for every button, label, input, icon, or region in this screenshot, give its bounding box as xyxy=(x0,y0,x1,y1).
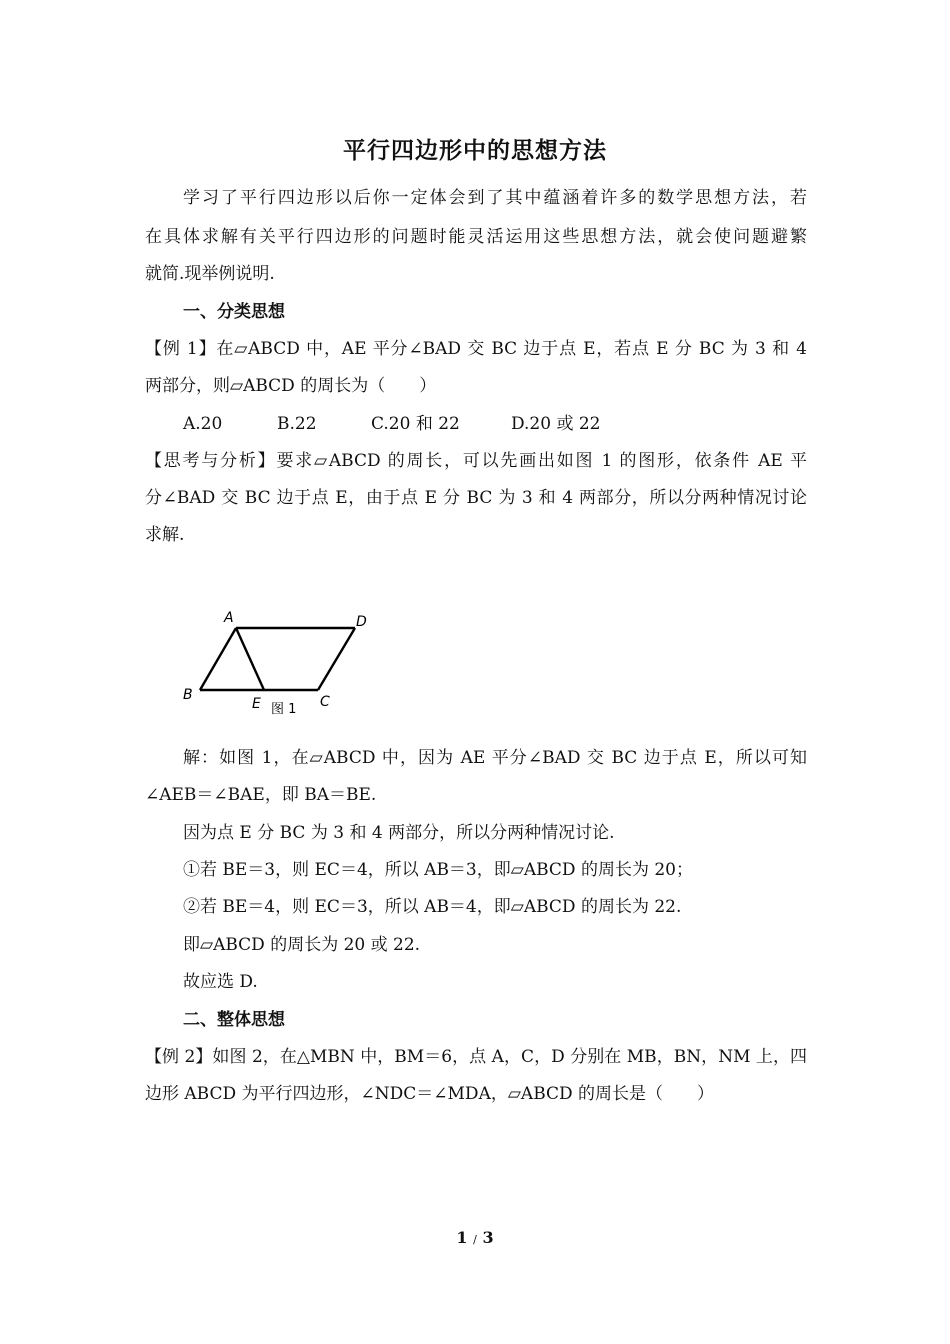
label-d: D xyxy=(356,614,367,630)
intro-line-3: 就简.现举例说明. xyxy=(145,264,275,284)
figure-1-caption: 图 1 xyxy=(271,702,297,717)
option-c: C.20 和 22 xyxy=(371,414,460,434)
analysis-line-1: 【思考与分析】要求▱ABCD 的周长，可以先画出如图 1 的图形，依条件 AE 平 xyxy=(145,451,807,471)
section2-heading: 二、整体思想 xyxy=(183,1010,285,1030)
option-b: B.22 xyxy=(277,414,317,434)
example2-line-1: 【例 2】如图 2，在△MBN 中，BM＝6，点 A，C，D 分别在 MB，BN，NM 上，四 xyxy=(145,1047,807,1067)
current-page: 1 xyxy=(456,1228,468,1247)
label-b: B xyxy=(183,687,193,703)
option-d: D.20 或 22 xyxy=(511,414,601,434)
solution-line-4: ①若 BE＝3，则 EC＝4，所以 AB＝3，即▱ABCD 的周长为 20； xyxy=(183,860,693,880)
edge-ab xyxy=(200,628,236,690)
label-a: A xyxy=(224,610,234,626)
analysis-line-2: 分∠BAD 交 BC 边于点 E，由于点 E 分 BC 为 3 和 4 两部分，所以分两种情况讨论 xyxy=(145,488,807,508)
solution-line-1: 解：如图 1，在▱ABCD 中，因为 AE 平分∠BAD 交 BC 边于点 E，所以可知 xyxy=(183,748,807,768)
solution-line-3: 因为点 E 分 BC 为 3 和 4 两部分，所以分两种情况讨论. xyxy=(183,823,615,843)
example2-line-2: 边形 ABCD 为平行四边形，∠NDC＝∠MDA，▱ABCD 的周长是（ ） xyxy=(145,1084,715,1104)
solution-line-6: 即▱ABCD 的周长为 20 或 22. xyxy=(183,935,421,955)
label-c: C xyxy=(320,694,330,710)
solution-line-5: ②若 BE＝4，则 EC＝3，所以 AB＝4，即▱ABCD 的周长为 22. xyxy=(183,897,682,917)
label-e: E xyxy=(252,696,261,712)
option-a: A.20 xyxy=(183,414,223,434)
intro-line-2: 在具体求解有关平行四边形的问题时能灵活运用这些思想方法，就会使问题避繁 xyxy=(145,227,807,247)
section1-heading: 一、分类思想 xyxy=(183,302,285,322)
page-number xyxy=(0,1228,950,1247)
page-separator: / xyxy=(473,1233,477,1246)
intro-line-1: 学习了平行四边形以后你一定体会到了其中蕴涵着许多的数学思想方法，若 xyxy=(183,188,807,208)
example1-line-1: 【例 1】在▱ABCD 中，AE 平分∠BAD 交 BC 边于点 E，若点 E 分 BC 为 3 和 4 xyxy=(145,339,807,359)
analysis-line-3: 求解. xyxy=(145,525,185,545)
segment-ae xyxy=(236,628,264,690)
page-title: 平行四边形中的思想方法 xyxy=(343,137,607,164)
figure-1-parallelogram xyxy=(178,603,378,721)
solution-line-2: ∠AEB＝∠BAE，即 BA＝BE. xyxy=(145,785,377,805)
example1-line-2: 两部分，则▱ABCD 的周长为（ ） xyxy=(145,376,437,396)
example1-options xyxy=(183,412,807,436)
total-pages: 3 xyxy=(482,1228,494,1247)
solution-line-7: 故应选 D. xyxy=(183,972,258,992)
edge-cd xyxy=(318,628,355,690)
